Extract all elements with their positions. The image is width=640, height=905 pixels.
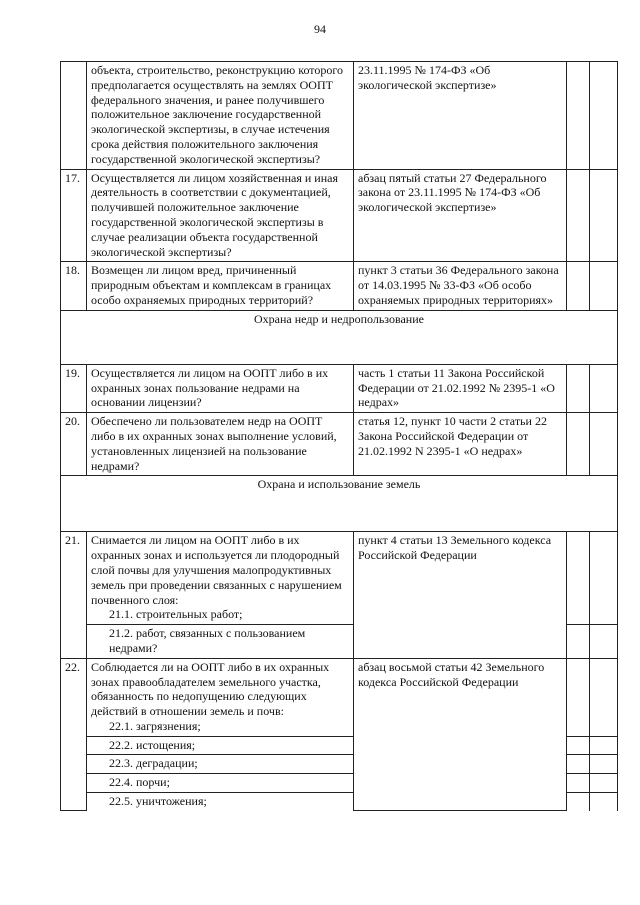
question-cell: объекта, строительство, реконструкцию которого предполагается осуществлять на землях ООПТ федерального значения, и ранее получившего положительное заключение государственной экологической экспертизы, в случае истечения срока действия положительного заключения государственной экологической экспертизы? bbox=[87, 62, 354, 170]
answer-cell bbox=[567, 755, 590, 774]
answer-cell bbox=[567, 169, 590, 262]
row-number: 17. bbox=[61, 169, 87, 262]
answer-cell bbox=[567, 262, 590, 310]
reference-cell: статья 12, пункт 10 части 2 статьи 22 Закона Российской Федерации от 21.02.1992 N 2395-1 «О недрах» bbox=[354, 413, 567, 476]
table-row bbox=[61, 262, 618, 310]
answer-cell bbox=[567, 364, 590, 412]
question-cell: Возмещен ли лицом вред, причиненный природным объектам и комплексам в границах особо охраняемых природных территорий? bbox=[87, 262, 354, 310]
checklist-table bbox=[60, 61, 618, 811]
question-cell bbox=[87, 755, 354, 774]
question-cell: Обеспечено ли пользователем недр на ООПТ либо в их охранных зонах выполнение условий, установленных лицензией на пользование недрами? bbox=[87, 413, 354, 476]
reference-cell: абзац восьмой статьи 42 Земельного кодекса Российской Федерации bbox=[354, 658, 567, 811]
note-cell bbox=[590, 62, 618, 170]
reference-cell: 23.11.1995 № 174-ФЗ «Об экологической экспертизе» bbox=[354, 62, 567, 170]
note-cell bbox=[590, 793, 618, 811]
note-cell bbox=[590, 413, 618, 476]
note-cell bbox=[590, 169, 618, 262]
reference-cell: пункт 3 статьи 36 Федерального закона от 14.03.1995 № 33-ФЗ «Об особо охраняемых природных территориях» bbox=[354, 262, 567, 310]
note-cell bbox=[590, 736, 618, 755]
answer-cell bbox=[567, 736, 590, 755]
answer-cell bbox=[567, 625, 590, 659]
note-cell bbox=[590, 774, 618, 793]
sub-item: 22.1. загрязнения; bbox=[109, 718, 201, 733]
section-row bbox=[61, 476, 618, 532]
answer-cell bbox=[567, 62, 590, 170]
question-text: Соблюдается ли на ООПТ либо в их охранных зонах правообладателем земельного участка, обязанность по недопущению следующих действий в отношении земель и почв: bbox=[91, 659, 330, 719]
question-text: Снимается ли лицом на ООПТ либо в их охранных зонах и используется ли плодородный слой почвы для улучшения малопродуктивных земель при проведении связанных с нарушением почвенного слоя: bbox=[91, 533, 342, 607]
sub-item: 21.2. работ, связанных с пользованием недрами? bbox=[109, 626, 306, 655]
answer-cell bbox=[567, 774, 590, 793]
table-row bbox=[61, 62, 618, 170]
reference-cell: абзац пятый статьи 27 Федерального закона от 23.11.1995 № 174-ФЗ «Об экологической экспертизе» bbox=[354, 169, 567, 262]
section-row bbox=[61, 310, 618, 364]
note-cell bbox=[590, 532, 618, 625]
answer-cell bbox=[567, 532, 590, 625]
row-number: 19. bbox=[61, 364, 87, 412]
question-cell bbox=[87, 532, 354, 625]
sub-item: 22.4. порчи; bbox=[109, 775, 170, 790]
table-row bbox=[61, 364, 618, 412]
note-cell bbox=[590, 755, 618, 774]
row-number: 22. bbox=[61, 658, 87, 811]
reference-cell: часть 1 статьи 11 Закона Российской Федерации от 21.02.1992 № 2395-1 «О недрах» bbox=[354, 364, 567, 412]
table-row bbox=[61, 658, 618, 736]
note-cell bbox=[590, 625, 618, 659]
question-cell: Осуществляется ли лицом на ООПТ либо в их охранных зонах пользование недрами на основании лицензии? bbox=[87, 364, 354, 412]
question-cell bbox=[87, 774, 354, 793]
section-heading-subsoil: Охрана недр и недропользование bbox=[61, 310, 618, 364]
question-cell: Осуществляется ли лицом хозяйственная и иная деятельность в соответствии с документацией, получившей положительное заключение государственной экологической экспертизы в случае реализации объекта государственной экологической экспертизы? bbox=[87, 169, 354, 262]
note-cell bbox=[590, 658, 618, 736]
sub-item: 22.2. истощения; bbox=[109, 737, 196, 752]
question-cell bbox=[87, 793, 354, 811]
reference-cell: пункт 4 статьи 13 Земельного кодекса Российской Федерации bbox=[354, 532, 567, 658]
question-cell bbox=[87, 736, 354, 755]
sub-item: 22.3. деградации; bbox=[109, 756, 198, 771]
section-heading-land: Охрана и использование земель bbox=[61, 476, 618, 532]
note-cell bbox=[590, 364, 618, 412]
answer-cell bbox=[567, 413, 590, 476]
table-row bbox=[61, 532, 618, 625]
table-row bbox=[61, 413, 618, 476]
row-number: 20. bbox=[61, 413, 87, 476]
row-number: 21. bbox=[61, 532, 87, 658]
row-number-cell bbox=[61, 62, 87, 170]
question-cell bbox=[87, 625, 354, 659]
answer-cell bbox=[567, 793, 590, 811]
question-cell bbox=[87, 658, 354, 736]
row-number: 18. bbox=[61, 262, 87, 310]
table-row bbox=[61, 169, 618, 262]
sub-item: 21.1. строительных работ; bbox=[109, 607, 243, 622]
note-cell bbox=[590, 262, 618, 310]
answer-cell bbox=[567, 658, 590, 736]
sub-item: 22.5. уничтожения; bbox=[109, 794, 207, 809]
page-number: 94 bbox=[314, 22, 326, 36]
